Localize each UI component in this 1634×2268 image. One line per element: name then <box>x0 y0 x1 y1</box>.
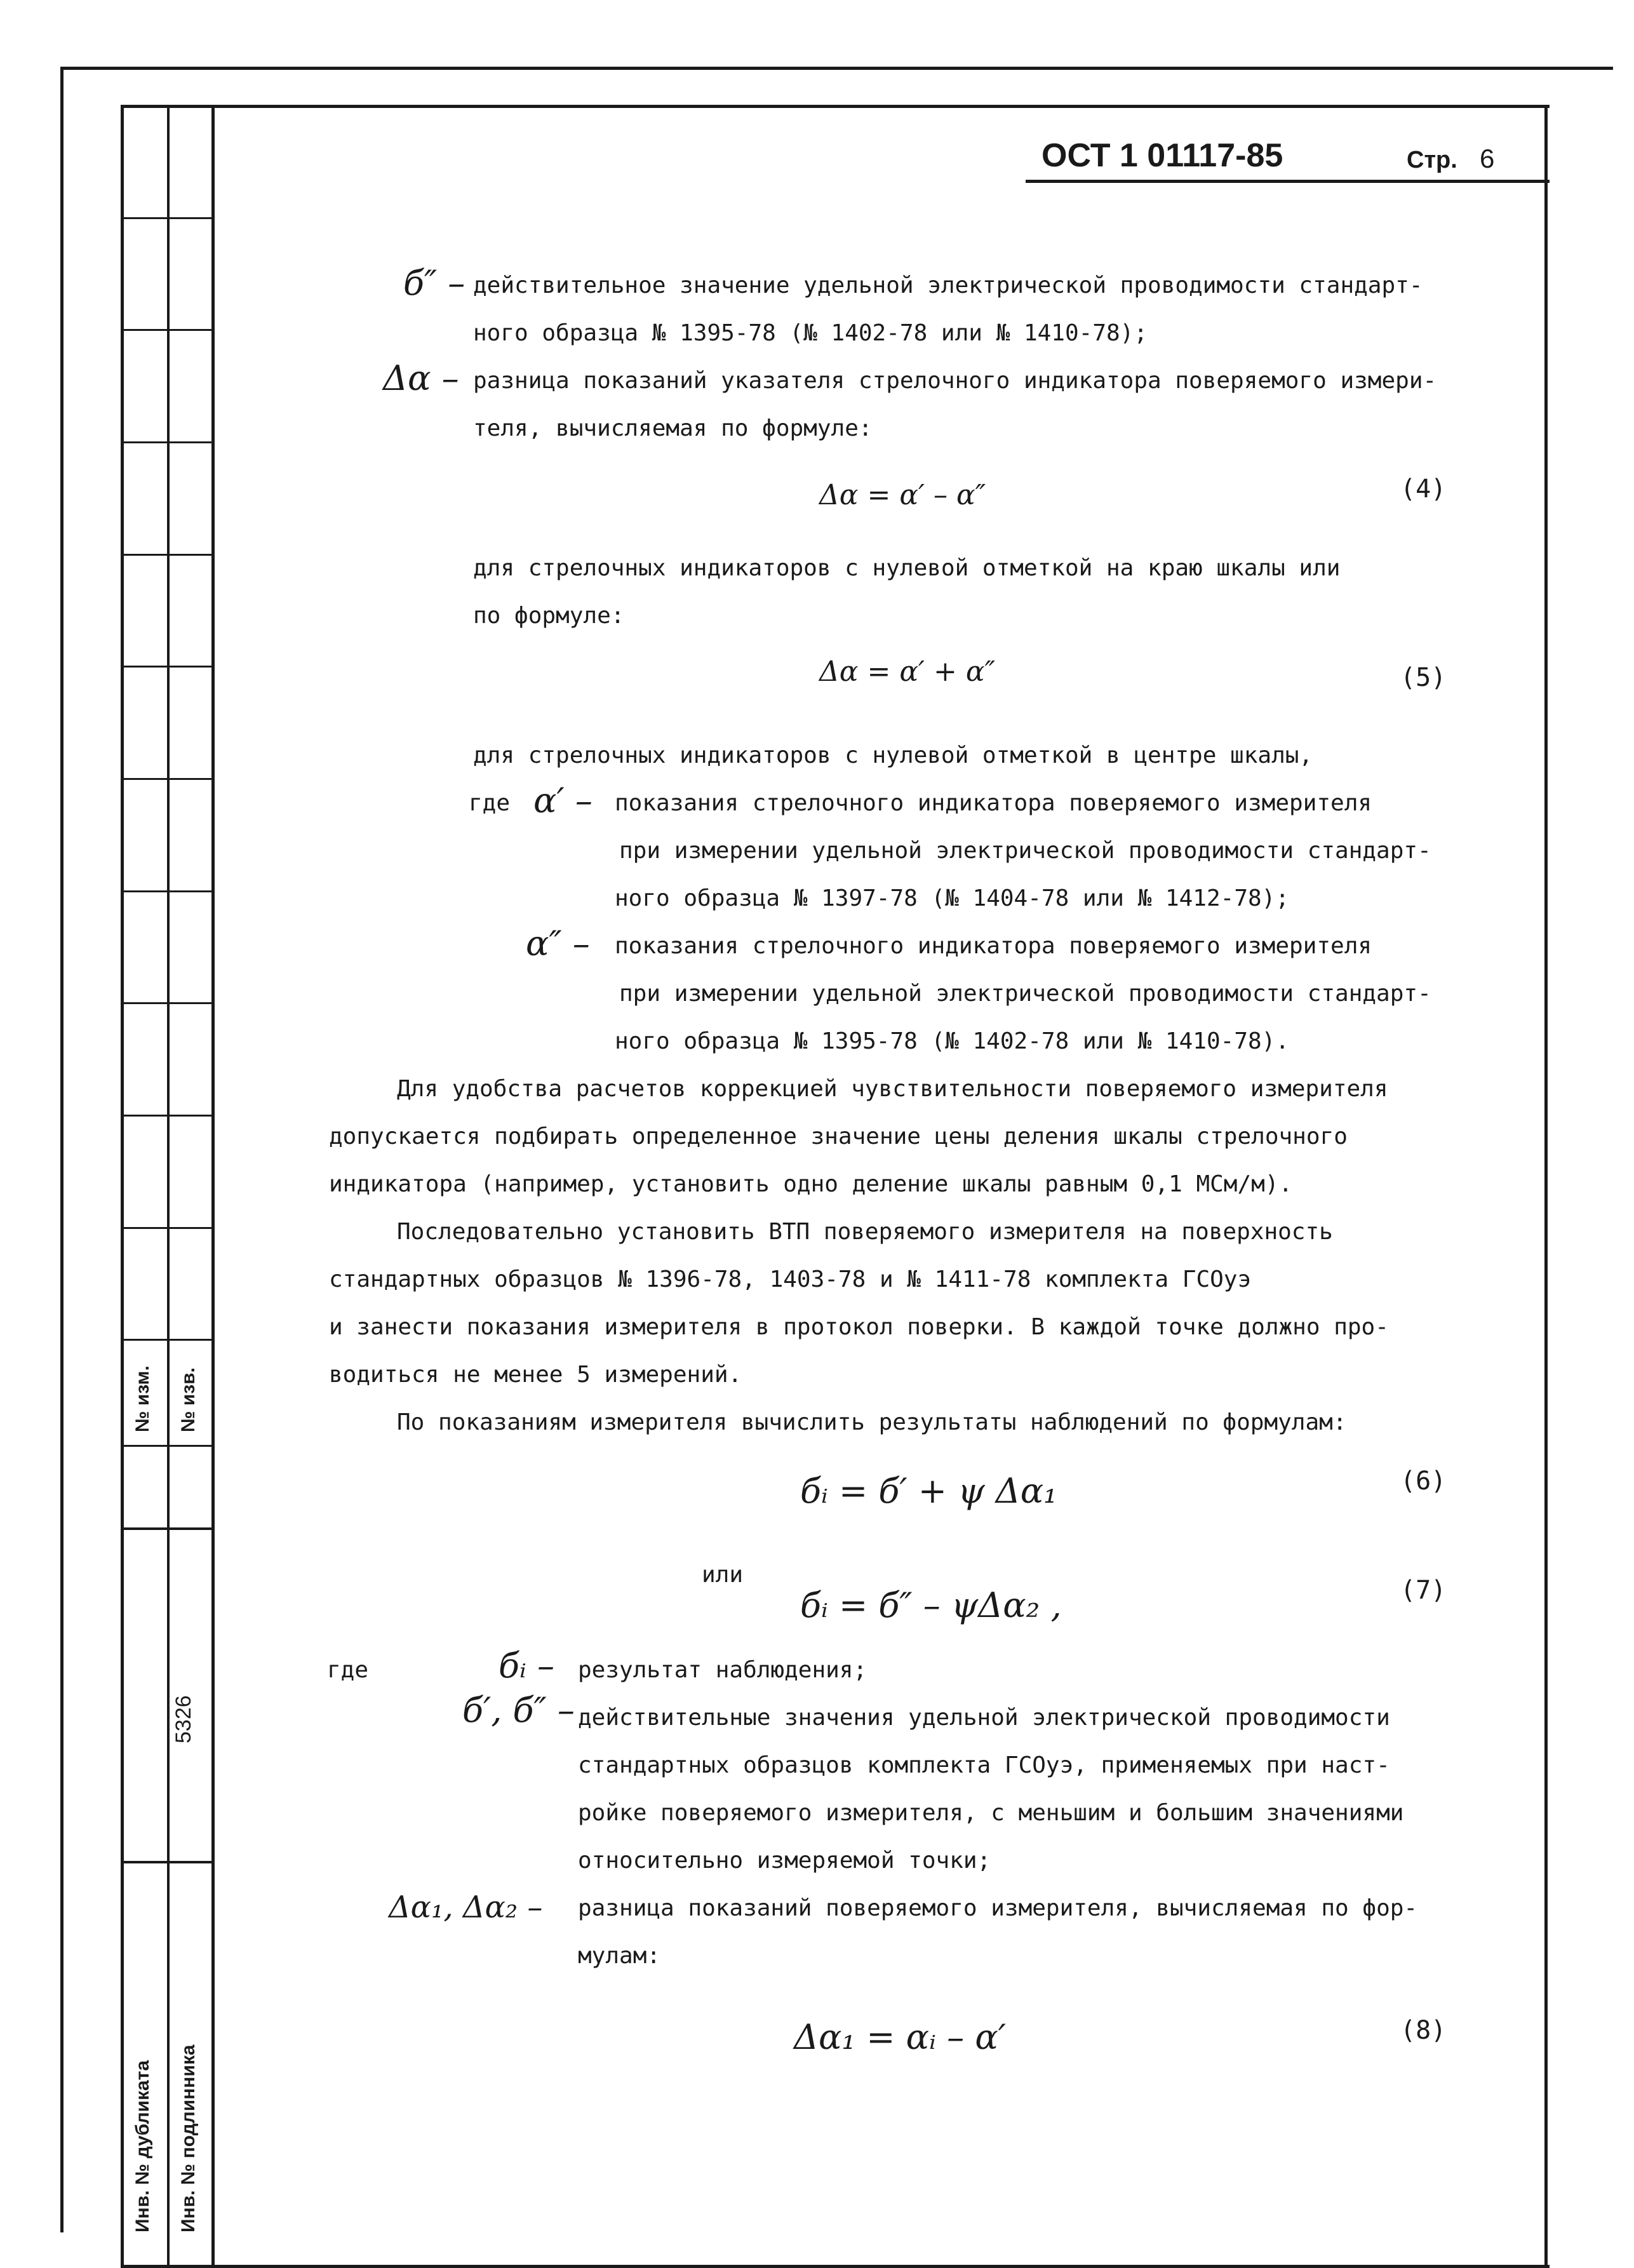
equation-number-6: (6) <box>1400 1466 1447 1496</box>
formula-8: Δα₁ = αᵢ – α′ <box>794 2017 1007 2057</box>
delta-alpha-symbol: Δα – <box>383 358 459 398</box>
alpha-prime-definition-line-3: ного образца № 1397-78 (№ 1404-78 или № 1412-78); <box>615 885 1290 911</box>
frame-inner-bottom <box>121 2265 1550 2268</box>
sidebar-rule-13 <box>121 1527 213 1530</box>
delta-alpha-pair-definition-line-2: мулам: <box>578 1943 661 1969</box>
page-number: 6 <box>1480 144 1495 173</box>
frame-inner-top <box>121 105 1550 108</box>
alpha-prime-definition-line-2: при измерении удельной электрической проводимости стандарт- <box>619 838 1431 864</box>
paragraph-3: По показаниям измерителя вычислить результаты наблюдений по формулам: <box>397 1409 1347 1435</box>
notice-no-label: № изв. <box>178 1367 199 1432</box>
sigma-pair-symbol: б′, б″ – <box>462 1690 575 1730</box>
equation-number-8: (8) <box>1400 2016 1447 2045</box>
sidebar-rule-4 <box>121 554 213 556</box>
sigma-pair-definition-line-3: ройке поверяемого измерителя, с меньшим и большим значениями <box>578 1800 1404 1826</box>
text-area-left <box>211 105 215 2267</box>
sidebar-rule-9 <box>121 1115 213 1117</box>
sigma-i-definition: результат наблюдения; <box>578 1657 867 1683</box>
sidebar-rule-11 <box>121 1339 213 1341</box>
delta-alpha-definition-line-1: разница показаний указателя стрелочного индикатора поверяемого измери- <box>473 368 1437 394</box>
text-after-formula-5: для стрелочных индикаторов с нулевой отметкой в центре шкалы, <box>473 742 1313 768</box>
text-after-formula-4-line-1: для стрелочных индикаторов с нулевой отметкой на краю шкалы или <box>473 555 1341 581</box>
sigma2-definition-line-1: действительное значение удельной электрической проводимости стандарт- <box>473 272 1423 299</box>
sigma-pair-definition-line-1: действительные значения удельной электрической проводимости <box>578 1705 1390 1731</box>
sigma2-definition-line-2: ного образца № 1395-78 (№ 1402-78 или № 1410-78); <box>473 320 1148 346</box>
change-no-label: № изм. <box>132 1365 153 1432</box>
alpha-double-prime-definition-line-2: при измерении удельной электрической проводимости стандарт- <box>619 981 1431 1007</box>
paragraph-1-line-3: индикатора (например, установить одно деление шкалы равным 0,1 МСм/м). <box>329 1171 1293 1197</box>
original-registration-number: 5326 <box>171 1695 196 1743</box>
formula-7: бᵢ = б″ – ψΔα₂ , <box>800 1585 1062 1625</box>
equation-number-7: (7) <box>1400 1576 1447 1605</box>
sidebar-rule-3 <box>121 441 213 443</box>
delta-alpha-pair-definition-line-1: разница показаний поверяемого измерителя, вычисляемая по фор- <box>578 1895 1418 1921</box>
sidebar-rule-7 <box>121 890 213 892</box>
where-label-1: где <box>469 790 511 816</box>
frame-outer-left <box>60 67 64 2232</box>
sidebar-rule-8 <box>121 1002 213 1004</box>
paragraph-2-line-3: и занести показания измерителя в протокол поверки. В каждой точке должно про- <box>329 1314 1389 1340</box>
sidebar-rule-5 <box>121 666 213 668</box>
sigma-pair-definition-line-2: стандартных образцов комплекта ГСОуэ, применяемых при наст- <box>578 1752 1390 1778</box>
formula-6: бᵢ = б′ + ψ Δα₁ <box>800 1471 1057 1511</box>
alpha-prime-symbol: α′ – <box>533 781 593 821</box>
sigma-pair-definition-line-4: относительно измеряемой точки; <box>578 1848 991 1874</box>
formula-4: Δα = α′ – α″ <box>819 479 986 511</box>
alpha-double-prime-definition-line-3: ного образца № 1395-78 (№ 1402-78 или № 1410-78). <box>615 1028 1290 1054</box>
page-label: Стр. <box>1407 147 1457 173</box>
original-inventory-label: Инв. № подлинника <box>178 2044 199 2232</box>
sidebar-rule-6 <box>121 778 213 780</box>
sidebar-rule-10 <box>121 1227 213 1229</box>
sidebar-rule-2 <box>121 329 213 331</box>
formula-5: Δα = α′ + α″ <box>819 655 996 688</box>
paragraph-1-line-1: Для удобства расчетов коррекцией чувствительности поверяемого измерителя <box>397 1076 1388 1102</box>
equation-number-5: (5) <box>1400 663 1447 692</box>
where-label-2: где <box>327 1657 369 1683</box>
delta-alpha-pair-symbol: Δα₁, Δα₂ – <box>389 1889 543 1925</box>
alpha-prime-definition-line-1: показания стрелочного индикатора поверяемого измерителя <box>615 790 1372 816</box>
sidebar-rule-14 <box>121 1861 213 1863</box>
frame-inner-right <box>1544 105 1548 2267</box>
duplicate-inventory-label: Инв. № дубликата <box>132 2060 153 2232</box>
paragraph-1-line-2: допускается подбирать определенное значение цены деления шкалы стрелочного <box>329 1124 1348 1150</box>
text-after-formula-4-line-2: по формуле: <box>473 603 625 629</box>
equation-number-4: (4) <box>1400 474 1447 504</box>
alpha-double-prime-definition-line-1: показания стрелочного индикатора поверяемого измерителя <box>615 933 1372 959</box>
sigma-i-symbol: бᵢ – <box>499 1646 554 1686</box>
paragraph-2-line-2: стандартных образцов № 1396-78, 1403-78 и № 1411-78 комплекта ГСОуэ <box>329 1266 1252 1292</box>
frame-inner-left <box>121 105 124 2267</box>
sigma2-symbol: б″ – <box>403 263 465 303</box>
sidebar-rule-12 <box>121 1445 213 1447</box>
header-rule <box>1026 180 1550 183</box>
delta-alpha-definition-line-2: теля, вычисляемая по формуле: <box>473 415 873 441</box>
paragraph-2-line-4: водиться не менее 5 измерений. <box>329 1362 742 1388</box>
document-code: ОСТ 1 01117-85 <box>1041 137 1283 174</box>
frame-outer-top <box>60 67 1613 70</box>
or-word: или <box>702 1562 744 1588</box>
alpha-double-prime-symbol: α″ – <box>526 923 590 963</box>
sidebar-rule-1 <box>121 217 213 219</box>
sidebar-divider <box>167 105 170 2267</box>
paragraph-2-line-1: Последовательно установить ВТП поверяемого измерителя на поверхность <box>397 1219 1333 1245</box>
